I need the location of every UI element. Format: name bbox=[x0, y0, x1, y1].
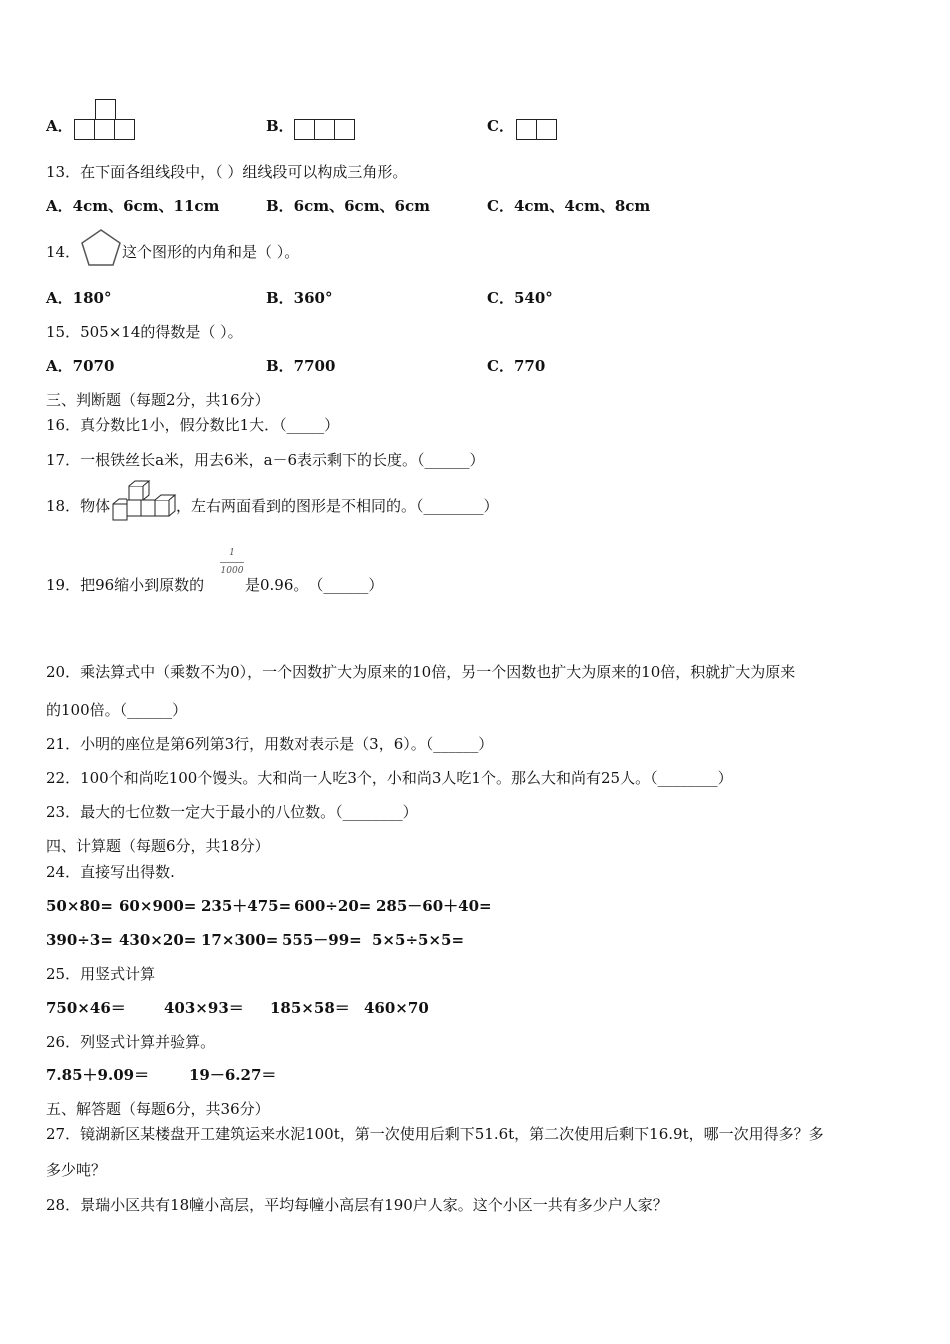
q24-calc-2-5: 5×5÷5×5= bbox=[372, 931, 465, 949]
q17-text: 17．一根铁丝长a米，用去6米，a－6表示剩下的长度。（______） bbox=[46, 451, 485, 469]
q24-calc-2-1: 390÷3= bbox=[46, 931, 113, 949]
q20-line-1: 20．乘法算式中（乘数不为0），一个因数扩大为原来的10倍，另一个因数也扩大为原来的10倍，积就扩大为原来 bbox=[46, 663, 796, 681]
q24-calc-1-2: 60×900= bbox=[119, 897, 197, 915]
section-4-heading: 四、计算题（每题6分，共18分） bbox=[46, 837, 270, 855]
fraction-numerator: 1 bbox=[229, 548, 235, 558]
q14-stem: 这个图形的内角和是（ ）。 bbox=[122, 243, 300, 261]
q24-calc-1-3: 235＋475= bbox=[201, 897, 292, 915]
q24-calc-1-5: 285－60＋40= bbox=[376, 897, 492, 915]
q14-option-a: A．180° bbox=[46, 289, 112, 307]
q26-calc-1: 7.85＋9.09＝ bbox=[46, 1066, 150, 1084]
q13-stem: 13．在下面各组线段中，（ ）组线段可以构成三角形。 bbox=[46, 163, 408, 181]
section-3-heading: 三、判断题（每题2分，共16分） bbox=[46, 391, 270, 409]
q15-option-c: C．770 bbox=[487, 357, 546, 375]
section-5-heading: 五、解答题（每题6分，共36分） bbox=[46, 1100, 270, 1118]
q14-number: 14． bbox=[46, 243, 81, 261]
q26-stem: 26．列竖式计算并验算。 bbox=[46, 1033, 216, 1051]
q28-text: 28．景瑞小区共有18幢小高层，平均每幢小高层有190户人家。这个小区一共有多少户人家？ bbox=[46, 1196, 668, 1214]
q24-calc-1-4: 600÷20= bbox=[294, 897, 372, 915]
q24-calc-2-2: 430×20= bbox=[119, 931, 197, 949]
q12-option-a-label: A． bbox=[46, 117, 73, 135]
q24-calc-2-3: 17×300= bbox=[201, 931, 279, 949]
q24-calc-2-4: 555－99= bbox=[282, 931, 362, 949]
q12-option-a-figure bbox=[74, 99, 138, 141]
q19-text-start: 19．把96缩小到原数的 bbox=[46, 576, 205, 594]
q13-option-b: B．6cm、6cm、6cm bbox=[266, 197, 431, 215]
q12-option-c-figure bbox=[516, 119, 560, 141]
q27-line-2: 多少吨？ bbox=[46, 1161, 107, 1179]
q27-line-1: 27．镜湖新区某楼盘开工建筑运来水泥100t，第一次使用后剩下51.6t，第二次使用后剩下16.9t，哪一次用得多？多 bbox=[46, 1125, 824, 1143]
q12-option-c-label: C． bbox=[487, 117, 514, 135]
q12-option-b-label: B． bbox=[266, 117, 294, 135]
q24-calc-1-1: 50×80= bbox=[46, 897, 113, 915]
q26-calc-2: 19－6.27＝ bbox=[189, 1066, 277, 1084]
q25-calc-3: 185×58＝ bbox=[270, 999, 350, 1017]
q14-option-b: B．360° bbox=[266, 289, 333, 307]
q23-text: 23．最大的七位数一定大于最小的八位数。（________） bbox=[46, 803, 418, 821]
q13-option-c: C．4cm、4cm、8cm bbox=[487, 197, 651, 215]
q25-stem: 25．用竖式计算 bbox=[46, 965, 156, 983]
q24-stem: 24．直接写出得数. bbox=[46, 863, 175, 881]
q15-stem: 15．505×14的得数是（ ）。 bbox=[46, 323, 243, 341]
q14-option-c: C．540° bbox=[487, 289, 553, 307]
pentagon-figure bbox=[80, 228, 122, 268]
q15-option-a: A．7070 bbox=[46, 357, 115, 375]
q15-option-b: B．7700 bbox=[266, 357, 336, 375]
q12-option-b-figure bbox=[294, 119, 358, 141]
q20-line-2: 的100倍。（______） bbox=[46, 701, 188, 719]
fraction-denominator: 1000 bbox=[220, 566, 244, 576]
q22-text: 22．100个和尚吃100个馒头。大和尚一人吃3个，小和尚3人吃1个。那么大和尚有25人。（________） bbox=[46, 769, 733, 787]
q16-text: 16．真分数比1小，假分数比1大．（_____） bbox=[46, 416, 340, 434]
q25-calc-1: 750×46＝ bbox=[46, 999, 126, 1017]
q25-calc-2: 403×93＝ bbox=[164, 999, 244, 1017]
q18-text-start: 18．物体 bbox=[46, 497, 111, 515]
q21-text: 21．小明的座位是第6列第3行，用数对表示是（3，6）。（______） bbox=[46, 735, 494, 753]
q18-text-end: ，左右两面看到的图形是不相同的。（________） bbox=[176, 497, 499, 515]
cube-stack-figure bbox=[111, 480, 177, 522]
q19-text-end: 是0.96。 （______） bbox=[245, 576, 384, 594]
q25-calc-4: 460×70 bbox=[364, 999, 429, 1017]
q13-option-a: A．4cm、6cm、11cm bbox=[46, 197, 220, 215]
